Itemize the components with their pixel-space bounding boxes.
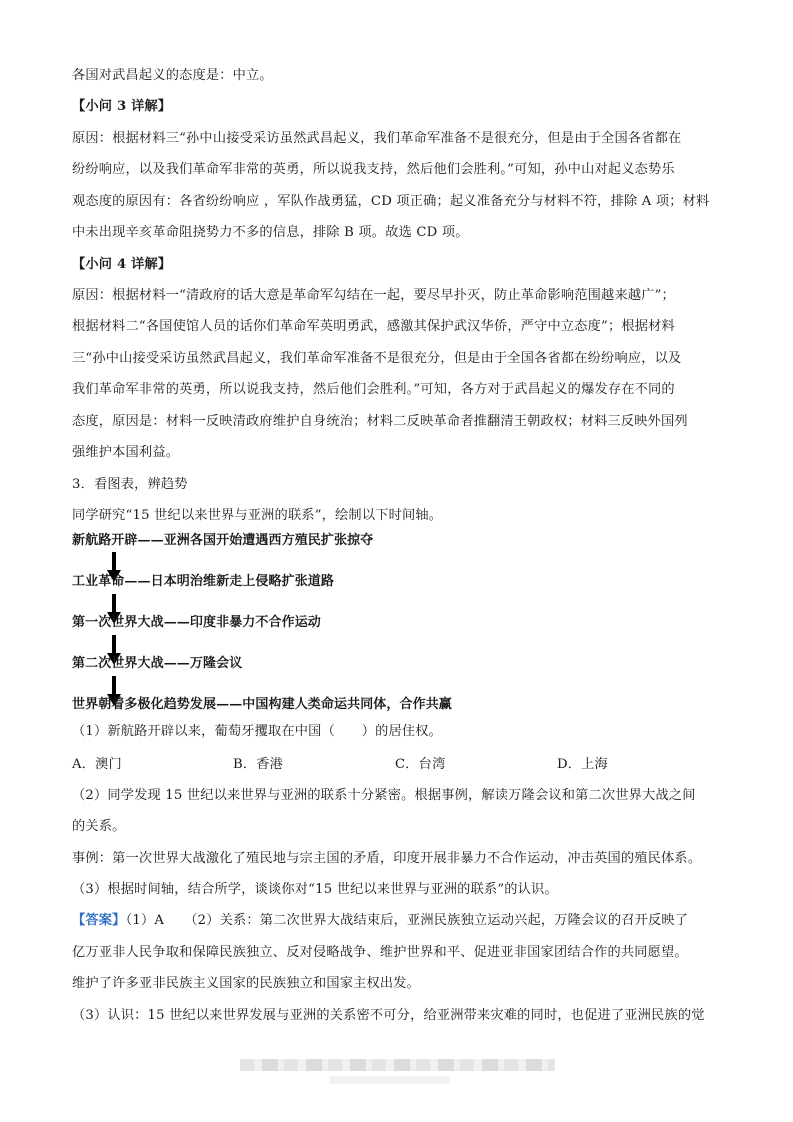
answer-text: 维护了许多亚非民族主义国家的民族独立和国家主权出发。 xyxy=(72,976,421,991)
timeline-item: 第一次世界大战——印度非暴力不合作运动 xyxy=(72,615,321,630)
text-line: 纷纷响应，以及我们革命军非常的英勇，所以说我支持，然后他们会胜利。”可知，孙中山对起义态势乐 xyxy=(72,162,675,177)
answer-text: （3）认识：15 世纪以来世界发展与亚洲的关系密不可分，给亚洲带来灾难的同时，也促进了亚洲民族的觉 xyxy=(72,1008,705,1023)
text-line: 同学研究“15 世纪以来世界与亚洲的联系”，绘制以下时间轴。 xyxy=(72,508,443,523)
text-line: 原因：根据材料三“孙中山接受采访虽然武昌起义，我们革命军准备不是很充分，但是由于全国各省都在 xyxy=(72,131,682,146)
timeline-item: 世界朝着多极化趋势发展——中国构建人类命运共同体，合作共赢 xyxy=(72,697,452,712)
timeline-item: 新航路开辟——亚洲各国开始遭遇西方殖民扩张掠夺 xyxy=(72,533,374,548)
section-heading: 【小问 3 详解】 xyxy=(72,99,172,114)
question-heading: 3．看图表，辨趋势 xyxy=(72,477,188,492)
timeline-item: 工业革命——日本明治维新走上侵略扩张道路 xyxy=(72,574,335,589)
footer-watermark xyxy=(330,1076,450,1084)
option-b: B．香港 xyxy=(233,757,284,772)
answer-tag: 【答案】 xyxy=(72,913,126,928)
option-a: A．澳门 xyxy=(72,757,122,772)
option-d: D．上海 xyxy=(557,757,608,772)
answer-text: （1）A （2）关系：第二次世界大战结束后，亚洲民族独立运动兴起，万隆会议的召开反映了 xyxy=(125,913,689,928)
option-c: C．台湾 xyxy=(395,757,446,772)
answer-line xyxy=(72,911,688,931)
text-line: 中未出现辛亥革命阻挠势力不多的信息，排除 B 项。故选 CD 项。 xyxy=(72,225,469,240)
text-line: 各国对武昌起义的态度是：中立。 xyxy=(72,68,273,83)
answer-text: 亿万亚非人民争取和保障民族独立、反对侵略战争、维护世界和平、促进亚非国家团结合作的共同愿望。 xyxy=(72,945,688,960)
timeline-item: 第二次世界大战——万隆会议 xyxy=(72,656,243,671)
text-line: 三“孙中山接受采访虽然武昌起义，我们革命军准备不是很充分，但是由于全国各省都在纷纷响应，以及 xyxy=(72,351,682,366)
text-line: 我们革命军非常的英勇，所以说我支持，然后他们会胜利。”可知，各方对于武昌起义的爆发存在不同的 xyxy=(72,382,675,397)
text-line: 原因：根据材料一“清政府的话大意是革命军勾结在一起，要尽早扑灭，防止革命影响范围越来越广”； xyxy=(72,288,675,303)
section-heading: 【小问 4 详解】 xyxy=(72,257,172,272)
text-line: 根据材料二“各国使馆人员的话你们革命军英明勇武，感激其保护武汉华侨，严守中立态度”；根据材料 xyxy=(72,319,675,334)
question-text: （1）新航路开辟以来，葡萄牙攫取在中国（ ）的居住权。 xyxy=(72,724,443,739)
text-line: 态度，原因是：材料一反映清政府维护自身统治；材料二反映革命者推翻清王朝政权；材料三反映外国列 xyxy=(72,414,688,429)
question-text: 的关系。 xyxy=(72,819,126,834)
footer-watermark xyxy=(240,1059,555,1071)
text-line: 强维护本国利益。 xyxy=(72,445,180,460)
question-text: （3）根据时间轴，结合所学，谈谈你对“15 世纪以来世界与亚洲的联系”的认识。 xyxy=(72,882,558,897)
text-line: 观态度的原因有：各省纷纷响应 ，军队作战勇猛，CD 项正确；起义准备充分与材料不符，排除 A 项；材料 xyxy=(72,194,710,209)
question-text: （2）同学发现 15 世纪以来世界与亚洲的联系十分紧密。根据事例，解读万隆会议和第二次世界大战之间 xyxy=(72,788,696,803)
example-text: 事例：第一次世界大战激化了殖民地与宗主国的矛盾，印度开展非暴力不合作运动，冲击英国的殖民体系。 xyxy=(72,851,702,866)
